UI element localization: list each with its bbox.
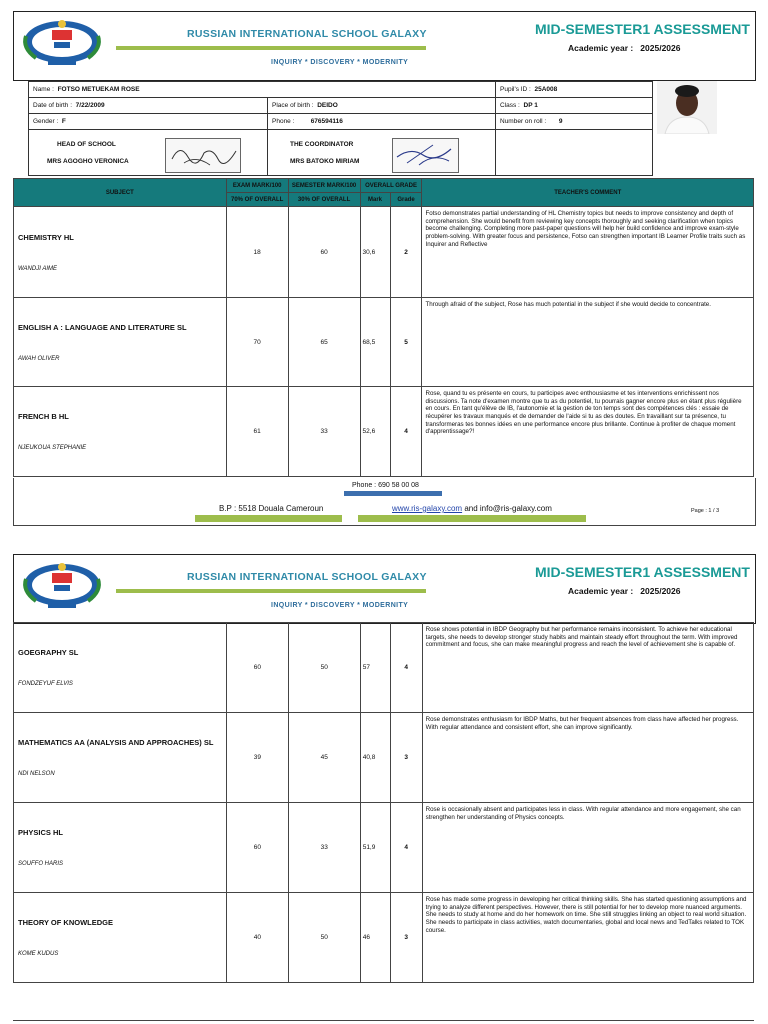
th-semester-mark: SEMESTER MARK/100 [288,179,360,193]
footer-phone: Phone : 690 58 00 08 [352,482,419,489]
class-cell [496,98,653,114]
footer-address: B.P : 5518 Douala Cameroun [219,504,324,513]
pupil-id: 25A008 [534,86,558,93]
header-green-bar [116,46,426,50]
academic-year-label: Academic year : [568,586,634,596]
student-info-table [28,81,653,176]
table-row [14,713,754,803]
gender: F [61,118,66,125]
coord-name: MRS BATOKO MIRIAM [290,157,360,165]
semester-mark: 60 [288,207,360,298]
roll-label: Number on roll : [500,118,547,125]
teacher-comment: Rose, quand tu es présente en cours, tu participes avec enthousiasme et tes interventions enrichissent nos discussions. Ta note d'examen montre que tu as du potentiel, tu pourrais gagner encore plus en étant plus régulière en cours. En tant qu'élève de IB, l'autonomie et la gestion de ton temps sont des compétences clés : essaie de récupérer les travaux manqués et de demander de l'aide si tu as des doutes. En travaillant sur ta présence, tu transformeras tes bonnes idées en une performance encore plus brillante. Continue à profiter de chaque moment d'apprentissage?! [422,387,754,477]
assessment-title: MID-SEMESTER1 ASSESSMENT [535,564,750,580]
subject-cell [14,803,227,893]
footer-contact [392,504,552,513]
page-number: Page : 1 / 3 [691,508,720,514]
subject-cell [14,893,227,983]
pob: DEIDO [317,102,338,109]
phone-cell [268,114,496,130]
class: DP 1 [523,102,538,109]
overall-grade: 3 [390,893,422,983]
gender-cell [29,114,268,130]
pob-cell [268,98,496,114]
th-grade: Grade [390,193,422,207]
teacher-name: KOME KUDUS [18,951,59,957]
overall-mark: 52,6 [360,387,390,477]
grades-table-page1 [13,178,754,477]
teacher-name: NDI NELSON [18,771,55,777]
exam-mark: 40 [226,893,288,983]
academic-year [568,43,680,53]
teacher-comment: Through afraid of the subject, Rose has much potential in the subject if she would decide to concentrate. [422,298,754,387]
subject-cell [14,713,227,803]
signature-icon [166,139,240,172]
phone: 676594116 [310,118,343,125]
teacher-comment: Rose has made some progress in developing her critical thinking skills. She has started questioning assumptions and trying to analyze different perspectives. However, there is still potential for her to develop more nuanced arguments. She needs to study at home and do her homework on time. She still struggles linking an object to real world situation. She needs to participate in class activities, watch documentaries, global and local news and TedTalks related to TOK course. [422,893,753,983]
subject-name: GOEGRAPHY SL [18,648,79,657]
overall-mark: 40,8 [360,713,390,803]
school-motto: INQUIRY * DISCOVERY * MODERNITY [271,59,409,66]
dob-label: Date of birth : [33,102,73,109]
subject-cell [14,207,227,298]
table-row [14,803,754,893]
semester-mark: 50 [288,623,360,713]
footer-green-bar-right [358,515,586,522]
student-name: FOTSO METUEKAM ROSE [57,86,140,93]
subject-name: CHEMISTRY HL [18,232,74,242]
semester-mark: 50 [288,893,360,983]
th-exam-pct: 70% OF OVERALL [226,193,288,207]
semester-mark: 33 [288,803,360,893]
pupil-id-label: Pupil's ID : [500,86,531,93]
teacher-name: SOUFFO HARIS [18,861,64,867]
school-logo-icon [18,14,106,70]
semester-mark: 33 [288,387,360,477]
overall-grade: 5 [390,298,422,387]
empty-cell [496,130,653,176]
coordinator-signature [392,138,459,173]
semester-mark: 65 [288,298,360,387]
footer-green-bar-left [195,515,342,522]
academic-year [568,586,680,596]
table-row [14,387,754,477]
exam-mark: 70 [226,298,288,387]
pob-label: Place of birth : [272,102,314,109]
exam-mark: 61 [226,387,288,477]
teacher-name: AWAH OLIVER [18,355,60,362]
subject-cell [14,298,227,387]
th-overall: OVERALL GRADE [360,179,422,193]
student-photo [657,81,717,134]
academic-year-value: 2025/2026 [640,586,681,596]
teacher-name: FONDZEYUF ELVIS [18,681,73,687]
roll-cell [496,114,653,130]
signature-icon [393,139,458,172]
subject-name: FRENCH B HL [18,412,69,421]
overall-grade: 2 [390,207,422,298]
subject-name: ENGLISH A : LANGUAGE AND LITERATURE SL [18,322,187,332]
overall-mark: 57 [360,623,390,713]
grades-table-page2 [13,622,754,983]
teacher-name: WANDJI AIME [18,265,58,272]
academic-year-label: Academic year : [568,43,634,53]
subject-cell [14,623,227,713]
head-title: HEAD OF SCHOOL [57,140,116,148]
overall-mark: 46 [360,893,390,983]
teacher-name: NJEUKOUA STEPHANIE [18,445,87,451]
coordinator-cell [268,130,496,176]
assessment-title: MID-SEMESTER1 ASSESSMENT [535,21,750,37]
teacher-comment: Fotso demonstrates partial understanding of HL Chemistry topics but needs to improve consistency and depth of comprehension. She would benefit from reviewing key concepts thoroughly and seeking clarification when topics become challenging. Completing more past-paper questions will help her build confidence and improve exam-style problem-solving. With greater focus and persistence, Fotso can strengthen important IB Learner Profile traits such as Inquirer and Reflective [422,207,754,298]
overall-grade: 4 [390,623,422,713]
dob: 7/22/2009 [75,102,105,109]
head-name: MRS AGOGHO VERONICA [47,157,129,165]
overall-grade: 3 [390,713,422,803]
semester-mark: 45 [288,713,360,803]
student-photo-icon [657,81,717,134]
table-row [14,623,754,713]
gender-label: Gender : [33,118,59,125]
overall-grade: 4 [390,803,422,893]
dob-cell [29,98,268,114]
th-mark: Mark [360,193,390,207]
th-comment: TEACHER'S COMMENT [422,179,754,207]
subject-cell [14,387,227,477]
name-cell [29,82,496,98]
exam-mark: 60 [226,803,288,893]
overall-mark: 30,6 [360,207,390,298]
teacher-comment: Rose demonstrates enthusiasm for IBDP Maths, but her frequent absences from class have affected her progress. With regular attendance and consistent effort, she can improve significantly. [422,713,753,803]
footer-website-link[interactable]: www.ris-galaxy.com [392,504,463,513]
phone-label: Phone : [272,118,295,125]
school-logo-icon [18,557,106,613]
head-signature [165,138,241,173]
school-motto: INQUIRY * DISCOVERY * MODERNITY [271,602,409,609]
page-divider [13,1020,754,1021]
teacher-comment: Rose is occasionally absent and participates less in class. With regular attendance and more engagement, she can strengthen her understanding of Physics concepts. [422,803,753,893]
th-semester-pct: 30% OF OVERALL [288,193,360,207]
subject-name: MATHEMATICS AA (ANALYSIS AND APPROACHES) SL [18,738,214,747]
footer-email: and info@ris-galaxy.com [462,504,552,513]
table-row [14,207,754,298]
overall-mark: 68,5 [360,298,390,387]
name-label: Name : [33,86,54,93]
roll: 9 [558,118,563,125]
table-row [14,298,754,387]
table-row [14,893,754,983]
exam-mark: 18 [226,207,288,298]
subject-name: THEORY OF KNOWLEDGE [18,918,114,927]
exam-mark: 60 [226,623,288,713]
teacher-comment: Rose shows potential in IBDP Geography but her performance remains inconsistent. To achieve her educational targets, she needs to develop stronger study habits and maintain steady effort throughout the term. With improved commitment and focus, she can make meaningful progress and reach the level of achievement she is capable of. [422,623,753,713]
class-label: Class : [500,102,520,109]
subject-name: PHYSICS HL [18,828,64,837]
th-subject: SUBJECT [14,179,227,207]
exam-mark: 39 [226,713,288,803]
academic-year-value: 2025/2026 [640,43,681,53]
coord-title: THE COORDINATOR [290,140,354,148]
overall-grade: 4 [390,387,422,477]
pupil-id-cell [496,82,653,98]
school-name: RUSSIAN INTERNATIONAL SCHOOL GALAXY [187,571,427,583]
header-green-bar [116,589,426,593]
footer-blue-bar [344,491,442,496]
overall-mark: 51,9 [360,803,390,893]
th-exam-mark: EXAM MARK/100 [226,179,288,193]
school-name: RUSSIAN INTERNATIONAL SCHOOL GALAXY [187,28,427,40]
